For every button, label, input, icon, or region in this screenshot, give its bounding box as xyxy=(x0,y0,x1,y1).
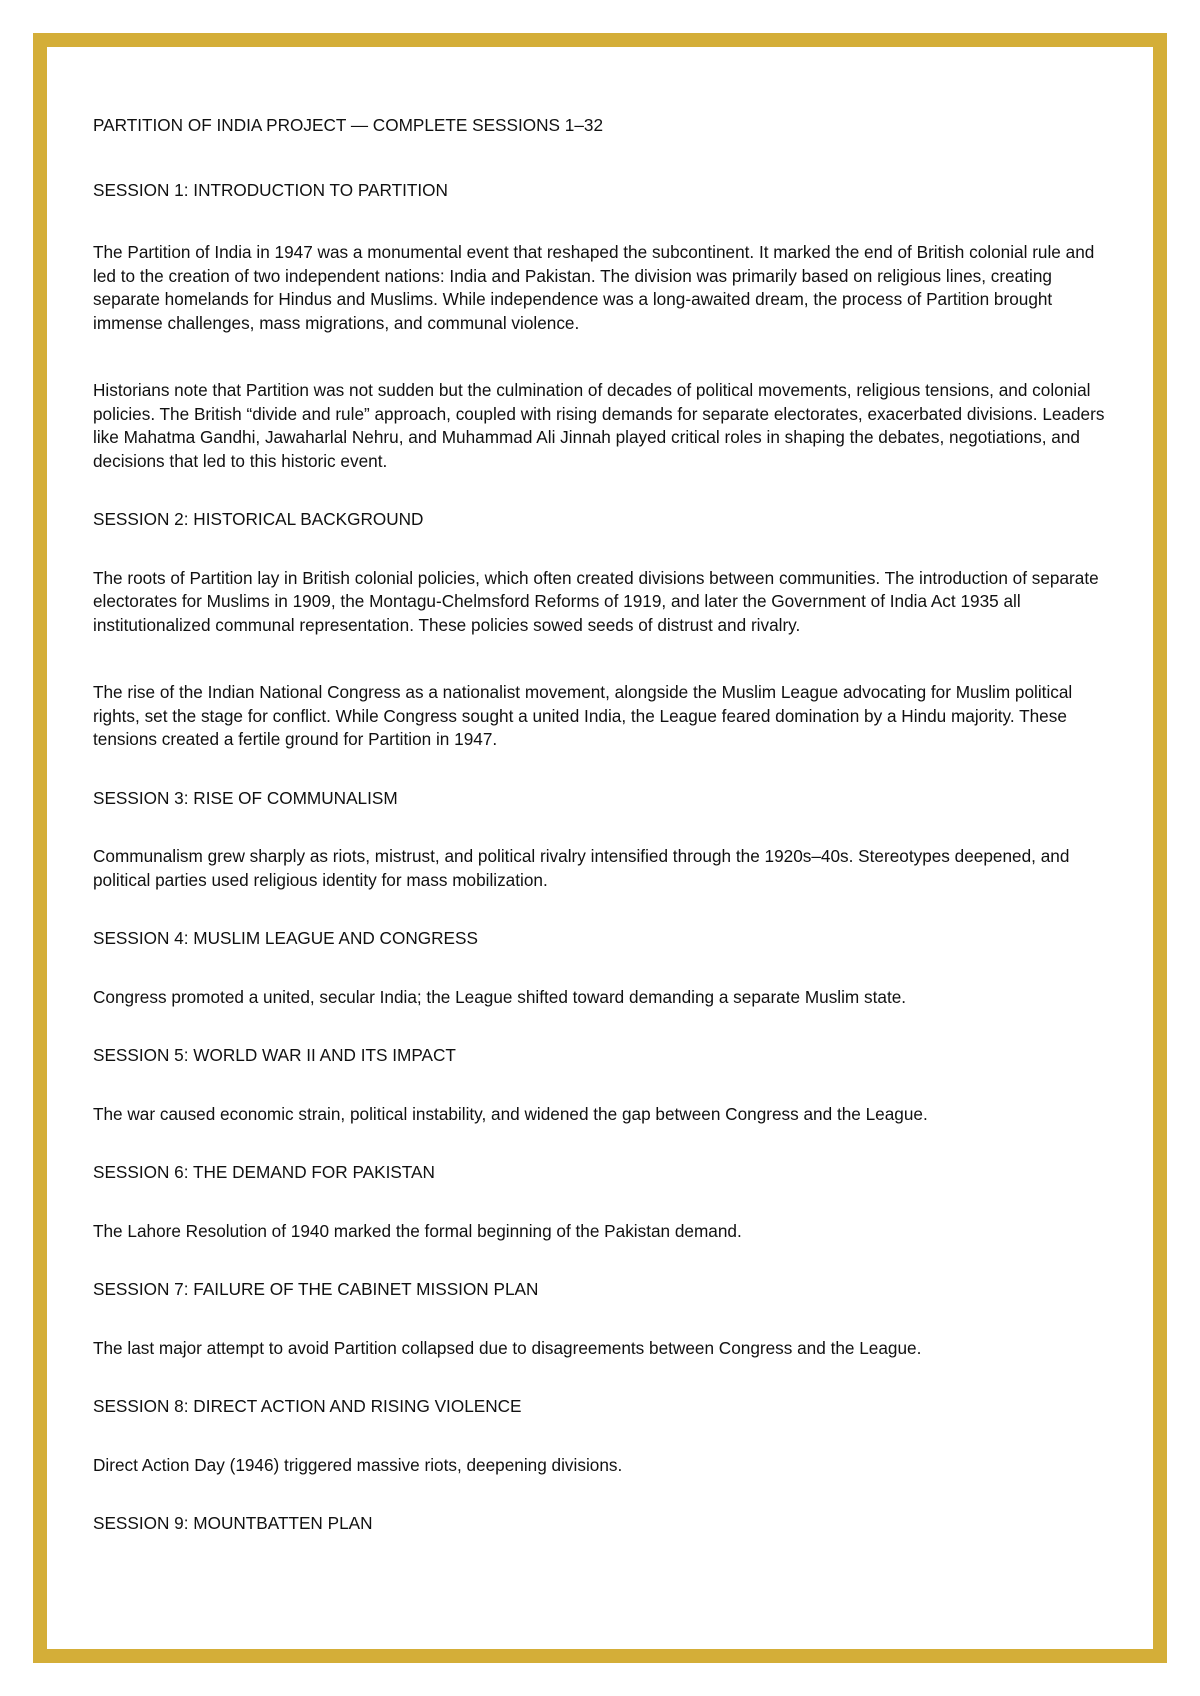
session-8-heading: SESSION 8: DIRECT ACTION AND RISING VIOLENCE xyxy=(93,1396,522,1416)
session-3-body xyxy=(93,845,1113,892)
session-1-paragraph-1: The Partition of India in 1947 was a monumental event that reshaped the subcontinent. It marked the end of British colonial rule and led to the creation of two independent nations: India and Pakistan. The division was primarily based on religious lines, creating separate homelands for Hindus and Muslims. While independence was a long-awaited dream, the process of Partition brought immense challenges, mass migrations, and communal violence. xyxy=(93,242,1095,333)
session-1-paragraph-2: Historians note that Partition was not sudden but the culmination of decades of political movements, religious tensions, and colonial policies. The British “divide and rule” approach, coupled with rising demands for separate electorates, exacerbated divisions. Leaders like Mahatma Gandhi, Jawaharlal Nehru, and Muhammad Ali Jinnah played critical roles in shaping the debates, negotiations, and decisions that led to this historic event. xyxy=(93,380,1105,471)
session-9 xyxy=(93,1512,1113,1536)
session-8-paragraph-1: Direct Action Day (1946) triggered massive riots, deepening divisions. xyxy=(93,1454,623,1475)
session-4-paragraph-1: Congress promoted a united, secular India; the League shifted toward demanding a separate Muslim state. xyxy=(93,986,907,1007)
session-6-body xyxy=(93,1220,1113,1244)
session-9-heading: SESSION 9: MOUNTBATTEN PLAN xyxy=(93,1513,373,1533)
session-7-body xyxy=(93,1337,1113,1361)
session-5-paragraph-1: The war caused economic strain, political instability, and widened the gap between Congress and the League. xyxy=(93,1103,928,1124)
session-2-paragraph-1: The roots of Partition lay in British colonial policies, which often created divisions between communities. The introduction of separate electorates for Muslims in 1909, the Montagu-Chelmsford Reforms of 1919, and later the Government of India Act 1935 all institutionalized communal representation. These policies sowed seeds of distrust and rivalry. xyxy=(93,567,1099,635)
session-1-heading: SESSION 1: INTRODUCTION TO PARTITION xyxy=(93,179,448,200)
session-8-body xyxy=(93,1454,1113,1478)
session-7 xyxy=(93,1278,1113,1360)
session-5-body xyxy=(93,1103,1113,1127)
session-3-paragraph-1: Communalism grew sharply as riots, mistrust, and political rivalry intensified through the 1920s–40s. Stereotypes deepened, and political parties used religious identity for mass mobilization. xyxy=(93,846,1070,890)
session-8 xyxy=(93,1395,1113,1477)
session-2-body xyxy=(93,567,1113,752)
session-7-paragraph-1: The last major attempt to avoid Partition collapsed due to disagreements between Congress and the League. xyxy=(93,1337,922,1358)
session-4 xyxy=(93,927,1113,1009)
document-content xyxy=(93,114,1113,1571)
session-5 xyxy=(93,1044,1113,1126)
document-title: PARTITION OF INDIA PROJECT — COMPLETE SESSIONS 1–32 xyxy=(93,115,604,135)
session-3 xyxy=(93,787,1113,893)
session-6 xyxy=(93,1161,1113,1243)
session-4-body xyxy=(93,986,1113,1010)
session-1-body xyxy=(93,241,1113,473)
session-2-paragraph-2: The rise of the Indian National Congress as a nationalist movement, alongside the Muslim League advocating for Muslim political rights, set the stage for conflict. While Congress sought a united India, the League feared domination by a Hindu majority. These tensions created a fertile ground for Partition in 1947. xyxy=(93,682,1073,749)
session-2-heading: SESSION 2: HISTORICAL BACKGROUND xyxy=(93,509,424,529)
session-3-heading: SESSION 3: RISE OF COMMUNALISM xyxy=(93,787,398,808)
session-4-heading: SESSION 4: MUSLIM LEAGUE AND CONGRESS xyxy=(93,928,478,948)
session-7-heading: SESSION 7: FAILURE OF THE CABINET MISSION PLAN xyxy=(93,1279,539,1299)
session-2 xyxy=(93,508,1113,752)
session-1 xyxy=(93,179,1113,474)
session-5-heading: SESSION 5: WORLD WAR II AND ITS IMPACT xyxy=(93,1045,456,1065)
session-6-paragraph-1: The Lahore Resolution of 1940 marked the formal beginning of the Pakistan demand. xyxy=(93,1220,742,1241)
session-6-heading: SESSION 6: THE DEMAND FOR PAKISTAN xyxy=(93,1162,435,1182)
